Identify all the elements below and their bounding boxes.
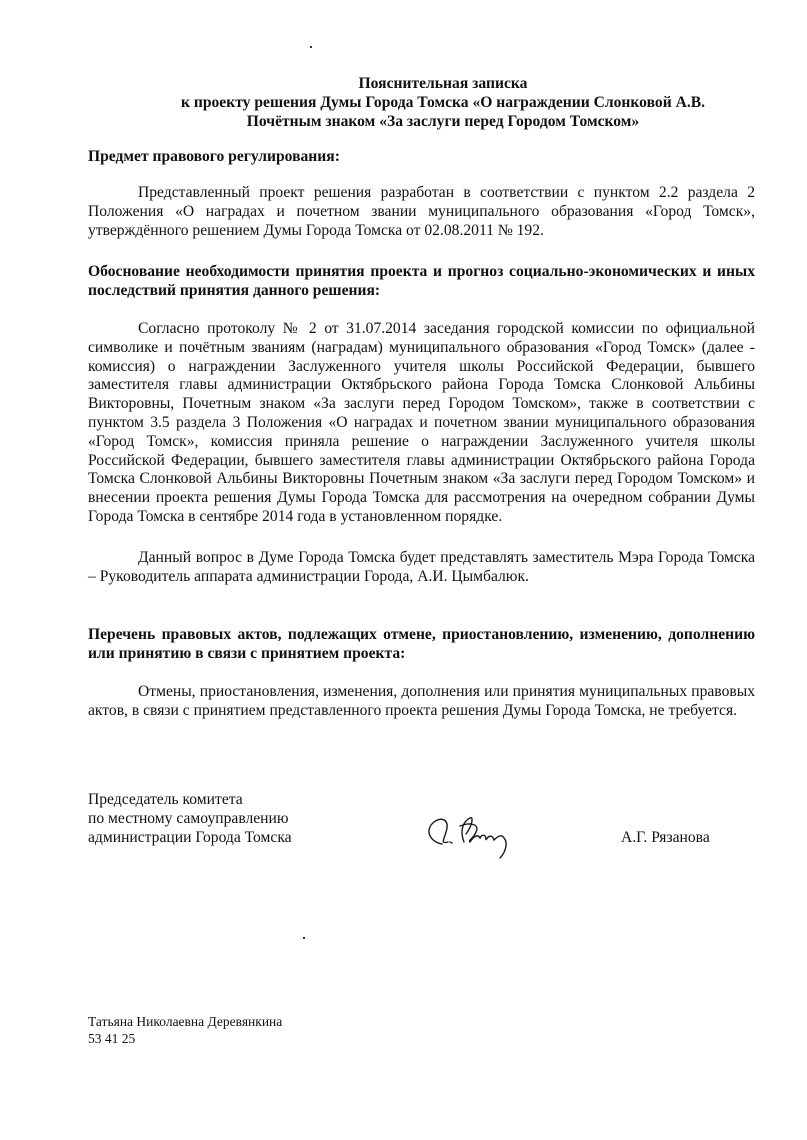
- section-heading-legal-acts: Перечень правовых актов, подлежащих отмене, приостановлению, изменению, дополнению или принятию в связи с принятием проекта:: [88, 626, 755, 662]
- document-title: [88, 75, 798, 131]
- position-line: по местному самоуправлению: [88, 809, 289, 827]
- title-line: к проекту решения Думы Города Томска «О награждении Слонковой А.В.: [180, 93, 706, 111]
- position-line: администрации Города Томска: [88, 828, 292, 846]
- scan-speck: [310, 46, 312, 48]
- executor-name: Татьяна Николаевна Деревянкина: [88, 1014, 283, 1029]
- executor-info: [88, 1013, 282, 1047]
- paragraph-legal-acts: Отмены, приостановления, изменения, дополнения или принятия муниципальных правовых актов, в связи с принятием представленного проекта решения Думы Города Томска, не требуется.: [88, 683, 755, 719]
- section-heading-justification: Обоснование необходимости принятия проекта и прогноз социально-экономических и иных последствий принятия данного решения:: [88, 263, 755, 299]
- paragraph-representative: Данный вопрос в Думе Города Томска будет представлять заместитель Мэра Города Томска – Руководитель аппарата администрации Города, А.И. Цымбалюк.: [88, 549, 755, 585]
- paragraph-subject: Представленный проект решения разработан в соответствии с пунктом 2.2 раздела 2 Положения «О наградах и почетном звании муниципального образования «Город Томск», утверждённого решением Думы Города Томска от 02.08.2011 № 192.: [88, 184, 755, 239]
- paragraph-justification: Согласно протоколу № 2 от 31.07.2014 заседания городской комиссии по официальной символике и почётным званиям (наградам) муниципального образования «Город Томск» (далее - комиссия) о награждении Заслуженного учителя школы Российской Федерации, бывшего заместителя главы администрации Октябрьского района Города Томска Слонковой Альбины Викторовны, Почетным знаком «За заслуги перед Городом Томском», также в соответствии с пунктом 3.5 раздела 3 Положения «О наградах и почетном звании муниципального образования «Город Томск», комиссия приняла решение о награждении Заслуженного учителя школы Российской Федерации, бывшего заместителя главы администрации Октябрьского района Города Томска Слонковой Альбины Викторовны Почетным знаком «За заслуги перед Городом Томском» и внесении проекта решения Думы Города Томска для рассмотрения на очередном собрании Думы Города Томска в сентябре 2014 года в установленном порядке.: [88, 320, 755, 525]
- section-heading-subject: Предмет правового регулирования:: [88, 148, 340, 165]
- handwritten-signature: [420, 812, 530, 862]
- executor-phone: 53 41 25: [88, 1031, 136, 1046]
- title-line: Почётным знаком «За заслуги перед Городом Томском»: [246, 112, 640, 130]
- signatory-name: А.Г. Рязанова: [621, 829, 710, 846]
- signatory-position: [88, 791, 292, 847]
- scan-speck: [303, 937, 305, 939]
- title-line: Пояснительная записка: [358, 75, 528, 92]
- position-line: Председатель комитета: [88, 791, 243, 808]
